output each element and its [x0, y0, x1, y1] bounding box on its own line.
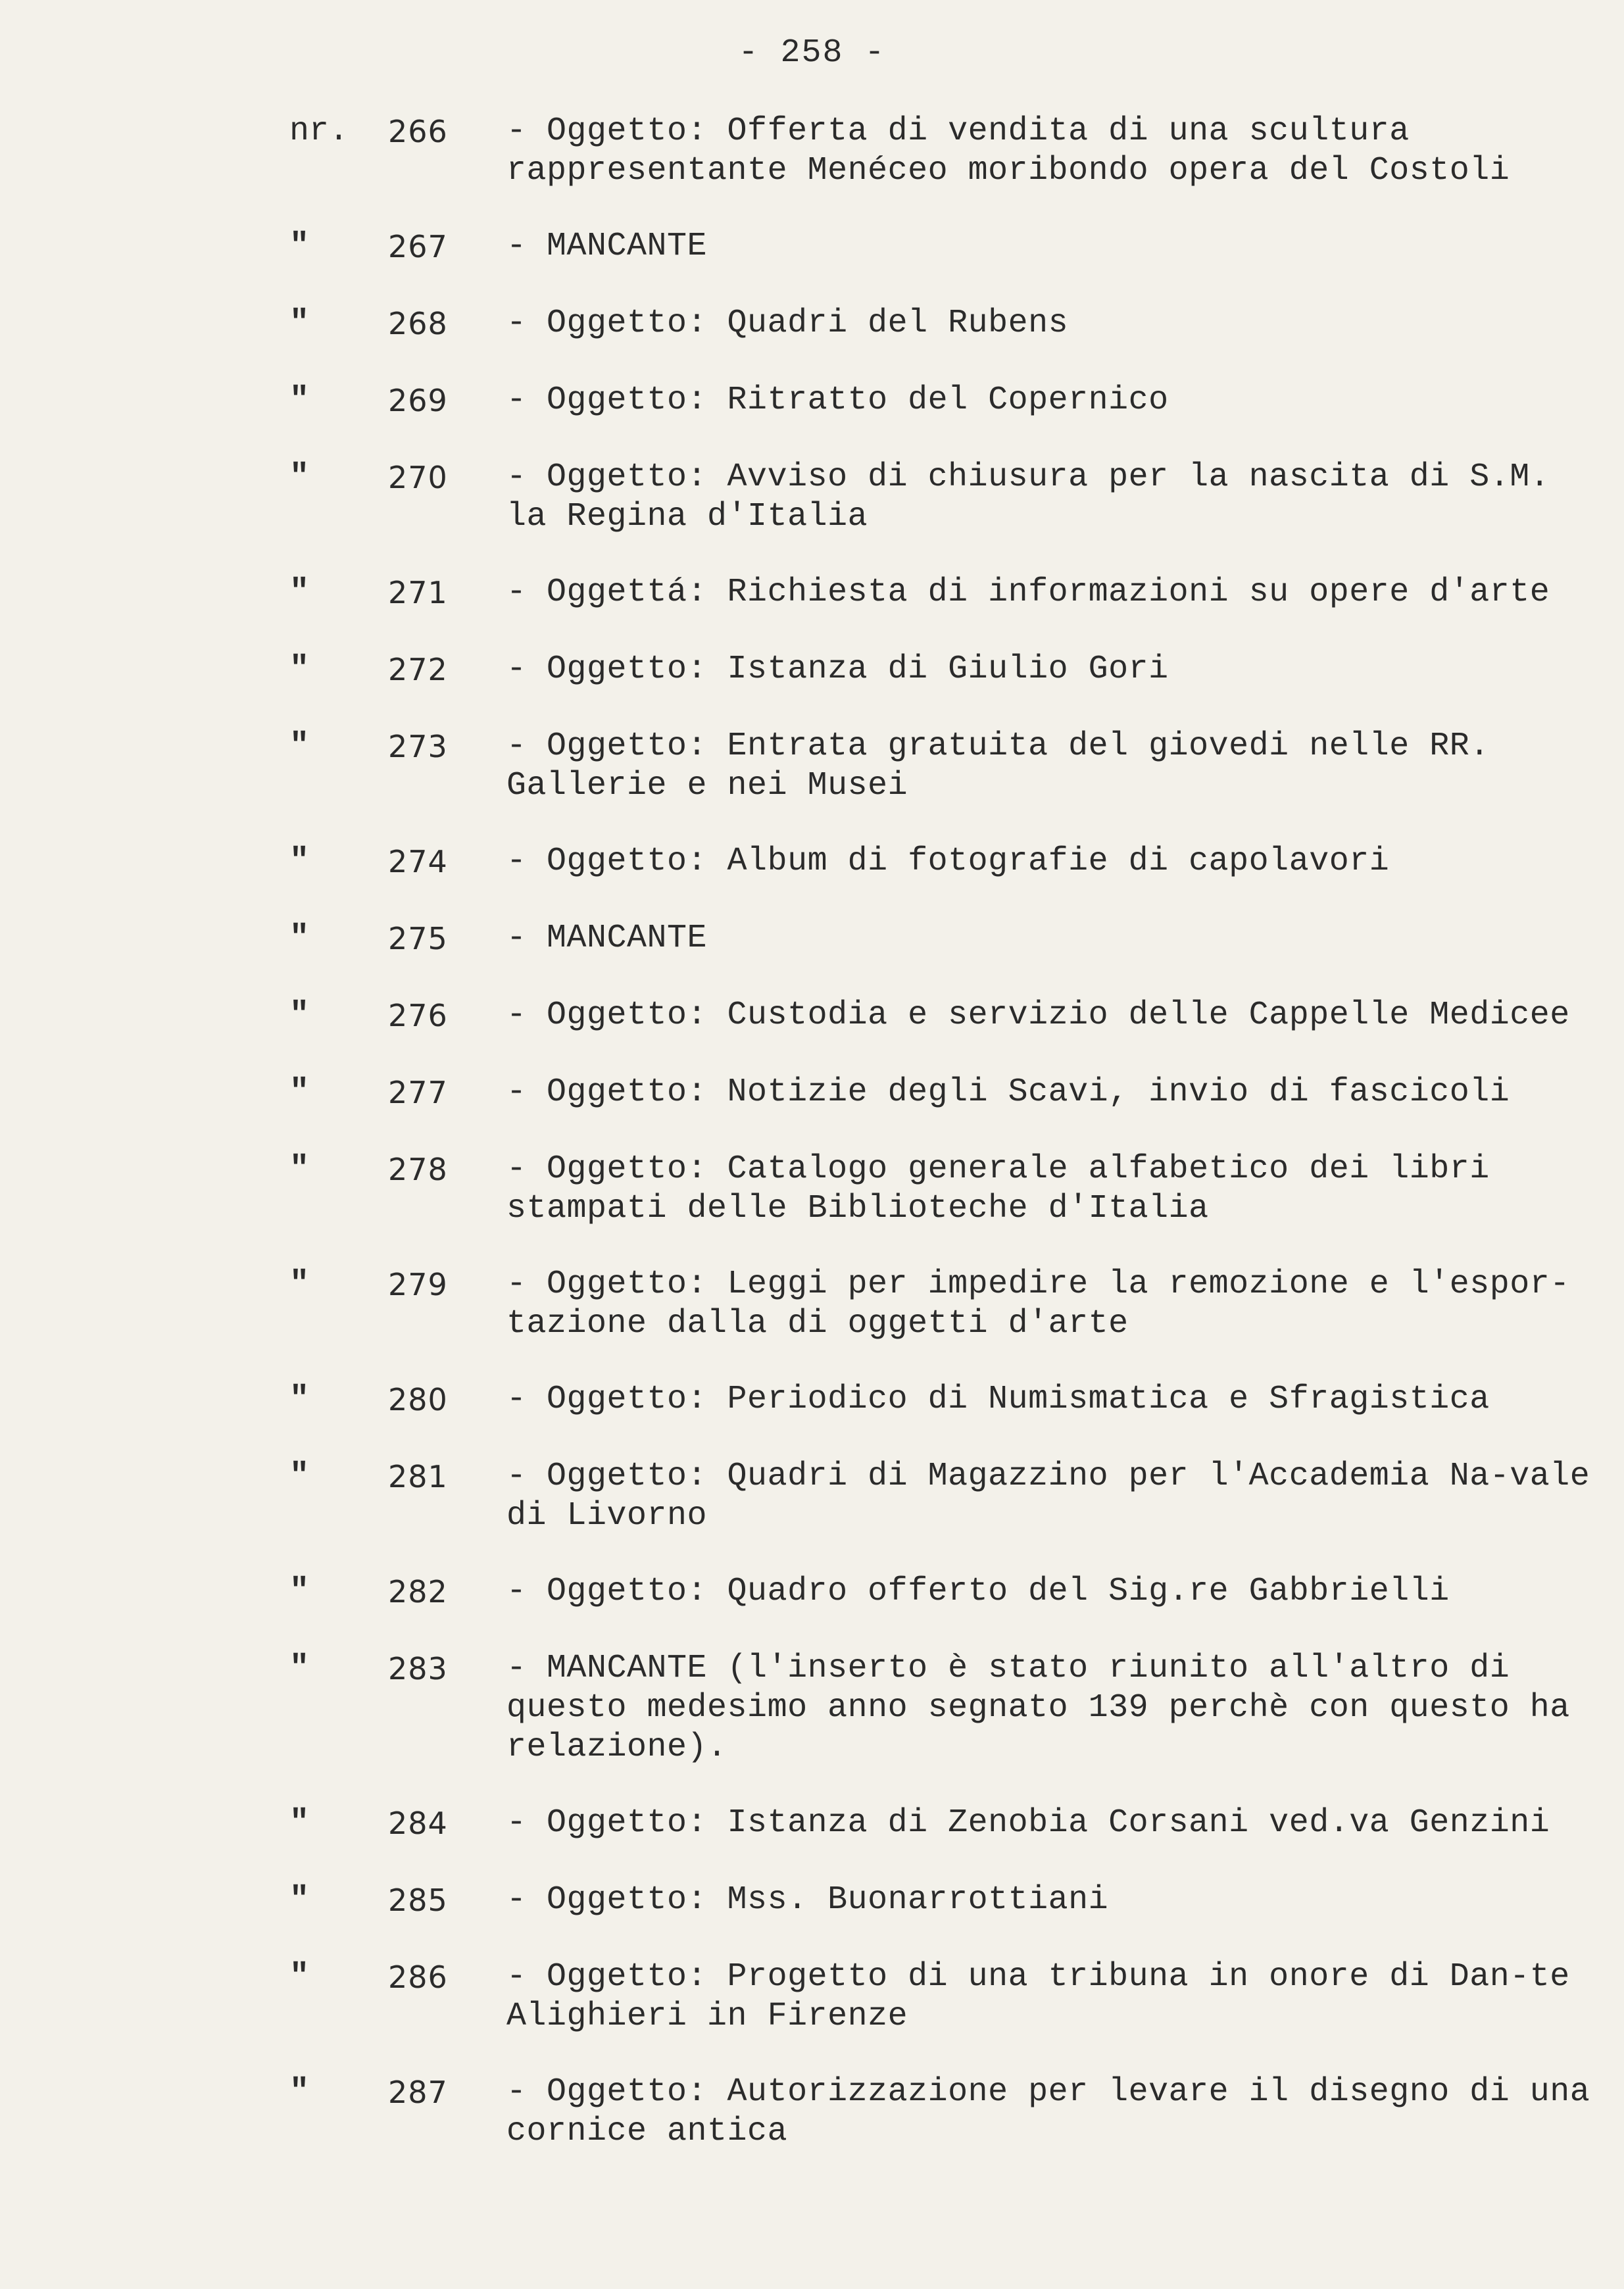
entry-number: 284 — [388, 1806, 448, 1841]
entry-text: - Oggetto: Custodia e servizio delle Cappelle Medicee — [506, 997, 1570, 1034]
entry-text: - Oggetto: Offerta di vendita di una scultura rappresentante Menéceo moribondo opera del Costoli — [506, 112, 1510, 189]
list-item — [289, 573, 1592, 612]
entry-text: - Oggetto: Catalogo generale alfabetico dei libri stampati delle Biblioteche d'Italia — [506, 1150, 1490, 1227]
entry-number: 277 — [388, 1075, 448, 1110]
ditto-mark: " — [289, 382, 310, 419]
entry-text: - MANCANTE (l'inserto è stato riunito all'altro di questo medesimo anno segnato 139 perchè con questo ha relazione). — [506, 1650, 1570, 1766]
entry-number: 268 — [388, 306, 448, 341]
list-item — [289, 996, 1592, 1035]
entry-text: - Oggetto: Periodico di Numismatica e Sfragistica — [506, 1381, 1490, 1418]
entry-text: - Oggetto: Album di fotografie di capolavori — [506, 843, 1390, 880]
ditto-mark: " — [289, 1381, 310, 1418]
list-item — [289, 727, 1592, 806]
ditto-mark: " — [289, 1958, 310, 1996]
list-item — [289, 1150, 1592, 1229]
list-item — [289, 1572, 1592, 1612]
entry-text: - MANCANTE — [506, 920, 708, 957]
entry-number: 271 — [388, 575, 448, 610]
entry-text: - Oggetto: Istanza di Zenobia Corsani ved.va Genzini — [506, 1804, 1550, 1842]
ditto-mark: " — [289, 1458, 310, 1495]
entry-text: - Oggetto: Quadri del Rubens — [506, 305, 1069, 342]
entry-number: 279 — [388, 1267, 448, 1302]
ditto-mark: " — [289, 1073, 310, 1111]
ditto-mark: " — [289, 920, 310, 957]
ditto-mark: " — [289, 1266, 310, 1303]
ditto-mark: " — [289, 574, 310, 611]
ditto-mark: " — [289, 1573, 310, 1610]
entry-number: 283 — [388, 1651, 448, 1686]
ditto-mark: " — [289, 1650, 310, 1687]
entry-text: - Oggetto: Quadri di Magazzino per l'Accademia Na-vale di Livorno — [506, 1458, 1590, 1535]
entry-text: - Oggetto: Autorizzazione per levare il disegno di una cornice antica — [506, 2073, 1590, 2150]
entry-list — [289, 112, 1592, 2188]
list-item — [289, 304, 1592, 343]
list-item — [289, 227, 1592, 266]
ditto-mark: " — [289, 1881, 310, 1919]
entry-text: - Oggetto: Mss. Buonarrottiani — [506, 1881, 1109, 1919]
entry-text: - Oggetto: Istanza di Giulio Gori — [506, 651, 1169, 688]
entry-number: 273 — [388, 729, 448, 764]
entry-text: - Oggetto: Notizie degli Scavi, invio di fascicoli — [506, 1073, 1510, 1111]
list-item — [289, 1804, 1592, 1843]
entry-number: 286 — [388, 1959, 448, 1995]
ditto-mark: " — [289, 228, 310, 265]
entry-number: 285 — [388, 1883, 448, 1918]
ditto-mark: " — [289, 2073, 310, 2111]
entry-text: - Oggetto: Entrata gratuita del giovedi nelle RR. Gallerie e nei Musei — [506, 727, 1490, 804]
entry-prefix: nr. — [289, 112, 349, 150]
entry-number: 266 — [388, 114, 448, 149]
list-item — [289, 842, 1592, 881]
entry-text: - Oggetto: Leggi per impedire la remozione e l'espor-tazione dalla di oggetti d'arte — [506, 1266, 1570, 1342]
entry-number: 280 — [388, 1382, 448, 1417]
ditto-mark: " — [289, 843, 310, 880]
list-item — [289, 458, 1592, 537]
entry-number: 282 — [388, 1574, 448, 1610]
list-item — [289, 1265, 1592, 1344]
entry-number: 278 — [388, 1152, 448, 1187]
list-item — [289, 1073, 1592, 1112]
list-item — [289, 112, 1592, 191]
entry-text: - Oggetto: Ritratto del Copernico — [506, 382, 1169, 419]
list-item — [289, 1457, 1592, 1536]
ditto-mark: " — [289, 997, 310, 1034]
entry-number: 269 — [388, 383, 448, 418]
entry-number: 287 — [388, 2075, 448, 2110]
entry-number: 270 — [388, 460, 448, 495]
list-item — [289, 381, 1592, 420]
list-item — [289, 1649, 1592, 1767]
list-item — [289, 650, 1592, 689]
list-item — [289, 1881, 1592, 1920]
entry-number: 274 — [388, 844, 448, 879]
list-item — [289, 919, 1592, 958]
list-item — [289, 1380, 1592, 1419]
entry-number: 276 — [388, 998, 448, 1033]
list-item — [289, 2073, 1592, 2152]
ditto-mark: " — [289, 651, 310, 688]
ditto-mark: " — [289, 727, 310, 765]
entry-number: 272 — [388, 652, 448, 687]
list-item — [289, 1957, 1592, 2036]
entry-text: - Oggettá: Richiesta di informazioni su opere d'arte — [506, 574, 1550, 611]
page-number: - 258 - — [738, 34, 886, 72]
ditto-mark: " — [289, 1150, 310, 1188]
entry-number: 275 — [388, 921, 448, 956]
ditto-mark: " — [289, 458, 310, 496]
ditto-mark: " — [289, 305, 310, 342]
entry-text: - MANCANTE — [506, 228, 708, 265]
entry-number: 281 — [388, 1459, 448, 1494]
entry-text: - Oggetto: Quadro offerto del Sig.re Gabbrielli — [506, 1573, 1450, 1610]
entry-text: - Oggetto: Progetto di una tribuna in onore di Dan-te Alighieri in Firenze — [506, 1958, 1570, 2035]
entry-number: 267 — [388, 229, 448, 264]
ditto-mark: " — [289, 1804, 310, 1842]
entry-text: - Oggetto: Avviso di chiusura per la nascita di S.M. la Regina d'Italia — [506, 458, 1550, 535]
